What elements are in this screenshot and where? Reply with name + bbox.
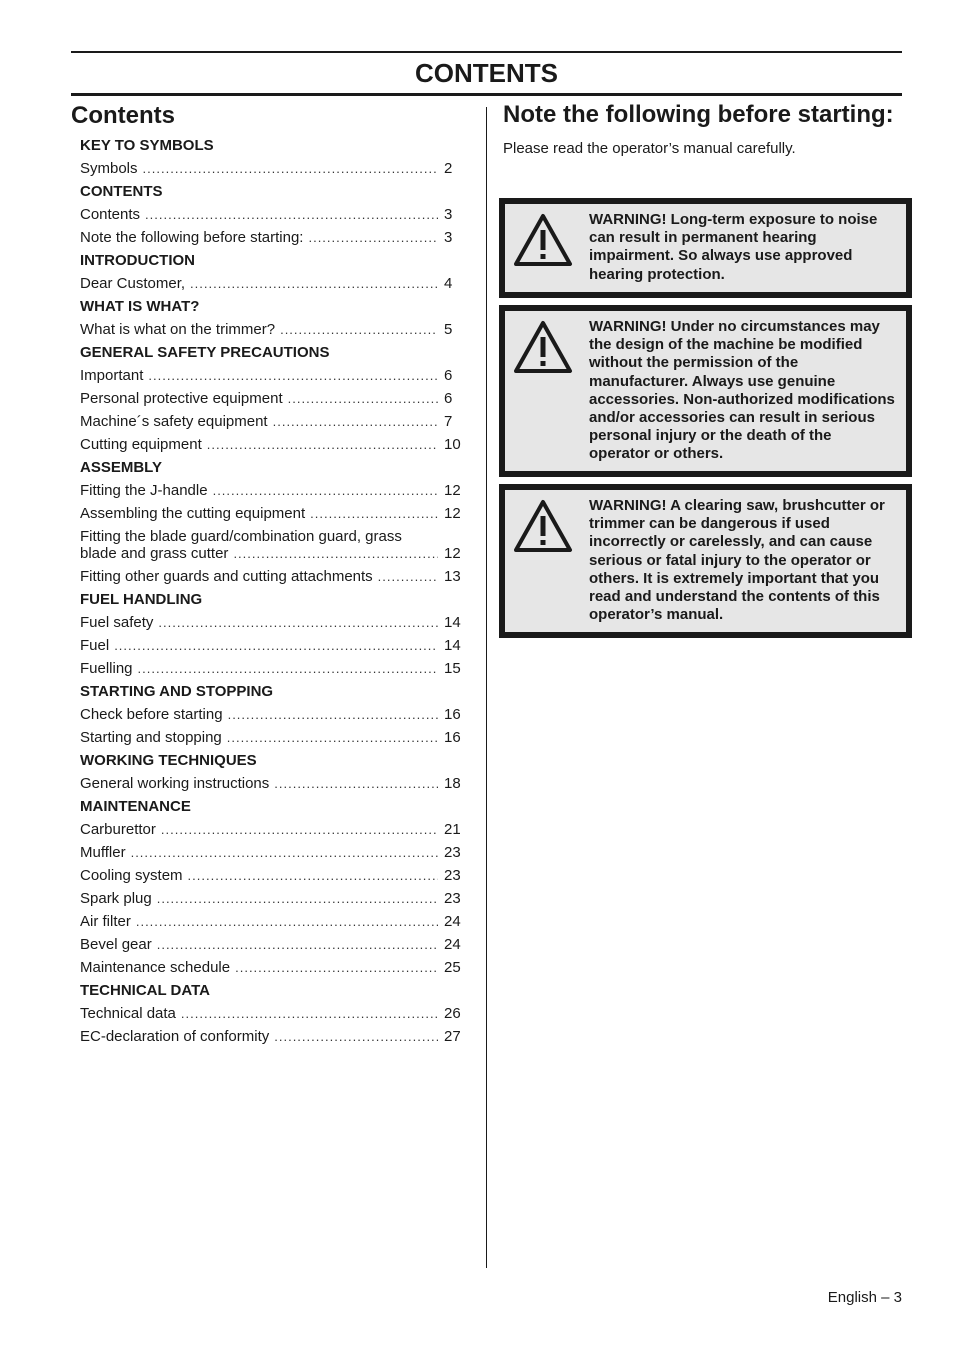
toc-entry-label: Personal protective equipment [80, 390, 283, 407]
dot-leader [158, 614, 438, 631]
dot-leader [274, 775, 438, 792]
toc-entry-page: 16 [444, 706, 461, 723]
toc-entry-page: 18 [444, 775, 461, 792]
toc-section-heading: ASSEMBLY [80, 459, 162, 476]
toc-entry-page: 21 [444, 821, 461, 838]
warning-triangle-icon [512, 212, 574, 268]
warning-text: WARNING! Long-term exposure to noise can result in permanent hearing impairment. So always use approved hearing protection. [589, 211, 878, 283]
toc-entry-page: 23 [444, 867, 461, 884]
toc-entry [80, 1002, 471, 1025]
table-of-contents [71, 134, 471, 1048]
toc-section-heading: KEY TO SYMBOLS [80, 137, 214, 154]
toc-entry-page: 6 [444, 367, 453, 384]
toc-entry-label: Cutting equipment [80, 436, 202, 453]
toc-entry [80, 1025, 471, 1048]
toc-entry-page: 16 [444, 729, 461, 746]
toc-entry-label: Muffler [80, 844, 126, 861]
toc-entry-label: Fuel [80, 637, 110, 654]
toc-section-heading: MAINTENANCE [80, 798, 191, 815]
warning-triangle-icon [512, 498, 574, 554]
toc-entry-page: 10 [444, 436, 461, 453]
warning-text: WARNING! Under no circumstances may the design of the machine be modified without the permission of the manufacturer. Always use genuine accessories. Non-authorized modifications and/or accessories can result in serious personal injury or the death of the operator or others. [589, 318, 895, 463]
toc-entry-page: 15 [444, 660, 461, 677]
toc-entry-label: Technical data [80, 1005, 176, 1022]
dot-leader [235, 959, 438, 976]
toc-entry [80, 364, 471, 387]
toc-entry [80, 272, 471, 295]
toc-entry-page: 6 [444, 390, 453, 407]
toc-entry [80, 157, 471, 180]
warning-box-modification [499, 305, 912, 477]
toc-entry-page: 3 [444, 229, 453, 246]
toc-section-heading: WORKING TECHNIQUES [80, 752, 257, 769]
toc-section-heading: WHAT IS WHAT? [80, 298, 200, 315]
toc-entry-page: 14 [444, 637, 461, 654]
notes-column [503, 100, 913, 158]
toc-entry-page: 4 [444, 275, 453, 292]
dot-leader [207, 436, 438, 453]
dot-leader [378, 568, 438, 585]
toc-entry [80, 887, 471, 910]
toc-section-heading: CONTENTS [80, 183, 163, 200]
toc-entry-label: Starting and stopping [80, 729, 222, 746]
page-title: CONTENTS [415, 58, 558, 88]
toc-entry-label: Fitting the J-handle [80, 482, 208, 499]
dot-leader [145, 206, 438, 223]
toc-entry [80, 726, 471, 749]
toc-entry-page: 24 [444, 913, 461, 930]
dot-leader [114, 637, 438, 654]
dot-leader [181, 1005, 438, 1022]
toc-entry-page: 25 [444, 959, 461, 976]
toc-entry [80, 226, 471, 249]
dot-leader [213, 482, 438, 499]
toc-entry-label: Spark plug [80, 890, 152, 907]
dot-leader [157, 936, 438, 953]
toc-entry-page: 12 [444, 545, 461, 562]
toc-entry-label: What is what on the trimmer? [80, 321, 276, 338]
toc-entry-page: 13 [444, 568, 461, 585]
dot-leader [131, 844, 438, 861]
toc-entry [80, 387, 471, 410]
toc-entry-page: 12 [444, 482, 461, 499]
toc-entry-label: Carburettor [80, 821, 156, 838]
dot-leader [157, 890, 438, 907]
toc-entry-page: 14 [444, 614, 461, 631]
toc-entry-label: Maintenance schedule [80, 959, 231, 976]
toc-entry-label: Fuel safety [80, 614, 154, 631]
toc-entry [80, 657, 471, 680]
toc-entry [80, 203, 471, 226]
toc-section-heading: GENERAL SAFETY PRECAUTIONS [80, 344, 330, 361]
toc-entry [80, 703, 471, 726]
toc-entry [80, 433, 471, 456]
intro-text: Please read the operator’s manual carefully. [503, 140, 796, 157]
toc-entry [80, 910, 471, 933]
dot-leader [148, 367, 438, 384]
toc-entry-label: General working instructions [80, 775, 270, 792]
toc-entry-page: 23 [444, 844, 461, 861]
dot-leader [273, 413, 438, 430]
warning-text: WARNING! A clearing saw, brushcutter or trimmer can be dangerous if used incorrectly or carelessly, and can cause serious or fatal injury to the operator or others. It is extremely important that you read and understand the contents of this operator’s manual. [589, 497, 885, 624]
toc-entry [80, 479, 471, 502]
toc-entry-page: 12 [444, 505, 461, 522]
dot-leader [143, 160, 438, 177]
dot-leader [310, 505, 438, 522]
toc-entry-page: 5 [444, 321, 453, 338]
dot-leader [274, 1028, 438, 1045]
toc-entry-label: Symbols [80, 160, 138, 177]
toc-entry-label: Contents [80, 206, 141, 223]
toc-entry-label-continued: blade and grass cutter [80, 545, 229, 562]
toc-entry-label: Note the following before starting: [80, 229, 304, 246]
toc-entry [80, 956, 471, 979]
contents-heading: Contents [71, 102, 175, 129]
toc-entry [80, 772, 471, 795]
toc-entry [80, 502, 471, 525]
toc-entry-label: Dear Customer, [80, 275, 186, 292]
warning-box-noise [499, 198, 912, 298]
dot-leader [136, 913, 438, 930]
toc-entry [80, 933, 471, 956]
toc-entry [80, 565, 471, 588]
dot-leader [288, 390, 438, 407]
toc-section-heading: STARTING AND STOPPING [80, 683, 274, 700]
dot-leader [280, 321, 438, 338]
dot-leader [161, 821, 438, 838]
toc-entry-page: 3 [444, 206, 453, 223]
toc-entry-label: Check before starting [80, 706, 223, 723]
toc-entry-page: 24 [444, 936, 461, 953]
toc-section-heading: TECHNICAL DATA [80, 982, 210, 999]
header-rule-bottom [71, 93, 902, 96]
toc-entry-page: 2 [444, 160, 453, 177]
toc-entry [80, 818, 471, 841]
warning-box-danger [499, 484, 912, 638]
dot-leader [190, 275, 438, 292]
toc-entry-label: Bevel gear [80, 936, 152, 953]
contents-column [71, 100, 471, 1048]
toc-entry-label: Important [80, 367, 144, 384]
toc-entry-label: Air filter [80, 913, 131, 930]
toc-entry [80, 864, 471, 887]
column-divider [486, 107, 487, 1268]
header-rule-top [71, 51, 902, 53]
toc-entry [80, 525, 471, 565]
dot-leader [228, 706, 438, 723]
toc-section-heading: INTRODUCTION [80, 252, 195, 269]
toc-entry-label: Assembling the cutting equipment [80, 505, 306, 522]
toc-entry-page: 26 [444, 1005, 461, 1022]
dot-leader [233, 545, 438, 562]
dot-leader [308, 229, 438, 246]
toc-entry-page: 7 [444, 413, 453, 430]
page-footer: English – 3 [827, 1289, 902, 1306]
toc-entry-label: Cooling system [80, 867, 183, 884]
toc-entry [80, 611, 471, 634]
dot-leader [138, 660, 438, 677]
toc-entry-page: 27 [444, 1028, 461, 1045]
toc-entry [80, 634, 471, 657]
toc-entry-label: Machine´s safety equipment [80, 413, 268, 430]
notes-heading: Note the following before starting: [503, 101, 894, 128]
dot-leader [188, 867, 438, 884]
toc-entry [80, 318, 471, 341]
toc-entry-label: Fitting the blade guard/combination guard, grass [80, 528, 402, 545]
toc-entry-page: 23 [444, 890, 461, 907]
toc-entry [80, 410, 471, 433]
toc-entry [80, 841, 471, 864]
toc-section-heading: FUEL HANDLING [80, 591, 203, 608]
toc-entry-label: EC-declaration of conformity [80, 1028, 270, 1045]
dot-leader [227, 729, 438, 746]
warning-triangle-icon [512, 319, 574, 375]
toc-entry-label: Fuelling [80, 660, 133, 677]
toc-entry-label: Fitting other guards and cutting attachments [80, 568, 373, 585]
